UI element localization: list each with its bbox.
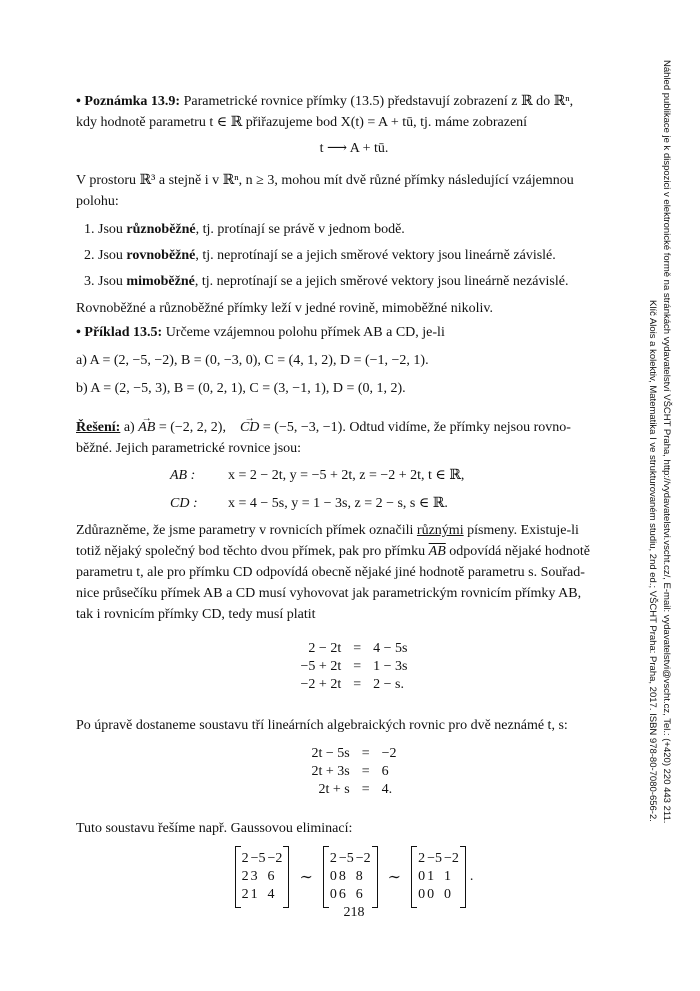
page-number: 218 <box>343 905 365 920</box>
equation-ab: AB : x = 2 − 2t, y = −5 + 2t, z = −2 + 2t, t ∈ ℝ, <box>170 468 465 483</box>
equivalence-sign: ∼ <box>299 869 313 886</box>
equation-cd: CD : x = 4 − 5s, y = 1 − 3s, z = 2 − s, s ∈ ℝ. <box>170 496 448 511</box>
side-note-publisher: Náhled publikace je k dispozici v elektronické formě na stránkách vydavatelství VŠCHT Praha, http://vydavatelstvi.vscht.cz/, E-mail: vydavatelstvi@vscht.cz, Tel.: (+420) 220 443 211. <box>661 60 672 824</box>
note-line-2: kdy hodnotě parametru t ∈ ℝ přiřazujeme bod X(t) = A + tū, tj. máme zobrazení <box>76 115 528 130</box>
intro-line-2: polohu: <box>76 194 119 209</box>
bullet: • <box>76 94 81 109</box>
equation-system-2: 2t − 5s = −2 2t + 3s = 6 2t + s = 4. <box>311 746 397 797</box>
vector-ab: → AB <box>138 419 155 437</box>
case-item: 1. Jsou různoběžné, tj. protínají se právě v jednom bodě. <box>84 222 405 237</box>
case-item: 3. Jsou mimoběžné, tj. neprotínají se a jejich směrové vektory jsou lineárně nezávislé. <box>84 274 569 289</box>
solution-label: Řešení: <box>76 420 121 435</box>
example-case-b: b) A = (2, −5, 3), B = (0, 2, 1), C = (3, −1, 1), D = (0, 1, 2). <box>76 381 406 396</box>
example-heading: • Příklad 13.5: Určeme vzájemnou polohu přímek AB a CD, je-li <box>76 325 445 340</box>
note-line-1 <box>76 93 573 111</box>
para2-line-1: Zdůrazněme, že jsme parametry v rovnicích přímek označili různými písmeny. Existuje-li <box>76 523 579 538</box>
para2-line-4: nice průsečíku přímek AB a CD musí vyhovovat jak parametrickým rovnicím přímky AB, <box>76 586 582 601</box>
para2-line-5: tak i rovnicím přímky CD, tedy musí platit <box>76 607 316 622</box>
solution-line-1: Řešení: a) → AB = (−2, 2, 2), → CD = (−5, −3, −1). Odtud vidíme, že přímky nejsou rovno- <box>76 419 571 437</box>
note-title: Poznámka 13.9: <box>84 94 181 109</box>
note-map-formula: t ⟶ A + tū. <box>319 141 389 156</box>
matrix: 2 −5 −2 2 3 6 2 1 4 <box>235 846 290 908</box>
vector-cd: → CD <box>240 419 259 437</box>
intro-line-1: V prostoru ℝ³ a stejně i v ℝⁿ, n ≥ 3, mohou mít dvě různé přímky následující vzájemnou <box>76 173 574 188</box>
matrix: 2 −5 −2 0 8 8 0 6 6 <box>323 846 378 908</box>
equation-system-1: 2 − 2t = 4 − 5s −5 + 2t = 1 − 3s −2 + 2t = 2 − s. <box>300 641 408 692</box>
example-title: Příklad 13.5: <box>84 325 163 340</box>
side-note-citation: Klíč Alois a kolektiv, Matematika I ve strukturovaném studiu, 2nd ed.; VŠCHT Praha: Praha, 2017. ISBN 978-80-7080-656-2. <box>647 300 658 822</box>
para4: Tuto soustavu řešíme např. Gaussovou eliminací: <box>76 821 353 836</box>
para2-line-3: parametru t, ale pro přímku CD odpovídá obecně nějaké jiné hodnotě parametru s. Souřad- <box>76 565 585 580</box>
equivalence-sign: ∼ <box>387 869 402 886</box>
example-case-a: a) A = (2, −5, −2), B = (0, −3, 0), C = (4, 1, 2), D = (−1, −2, 1). <box>76 353 429 368</box>
remark: Rovnoběžné a různoběžné přímky leží v jedné rovině, mimoběžné nikoliv. <box>76 301 494 316</box>
note-text: Parametrické rovnice přímky (13.5) představují zobrazení z ℝ do ℝⁿ, <box>183 94 574 109</box>
case-item: 2. Jsou rovnoběžné, tj. neprotínají se a jejich směrové vektory jsou lineárně závislé. <box>84 248 556 263</box>
matrix: 2 −5 −2 0 1 1 0 0 0 <box>411 846 466 908</box>
solution-line-2: běžné. Jejich parametrické rovnice jsou: <box>76 441 302 456</box>
gauss-elimination: 2 −5 −2 2 3 6 2 1 4 ∼ 2 −5 −2 0 8 8 0 6 6 ∼ 2 −5 −2 0 1 1 0 0 0 . <box>76 846 632 908</box>
para3: Po úpravě dostaneme soustavu tří lineárních algebraických rovnic pro dvě neznámé t, s: <box>76 718 568 733</box>
para2-line-2: totiž nějaký společný bod těchto dvou přímek, pak pro přímku $\overline{AB}$ odpovídá nějaké hodnotě <box>76 544 591 559</box>
